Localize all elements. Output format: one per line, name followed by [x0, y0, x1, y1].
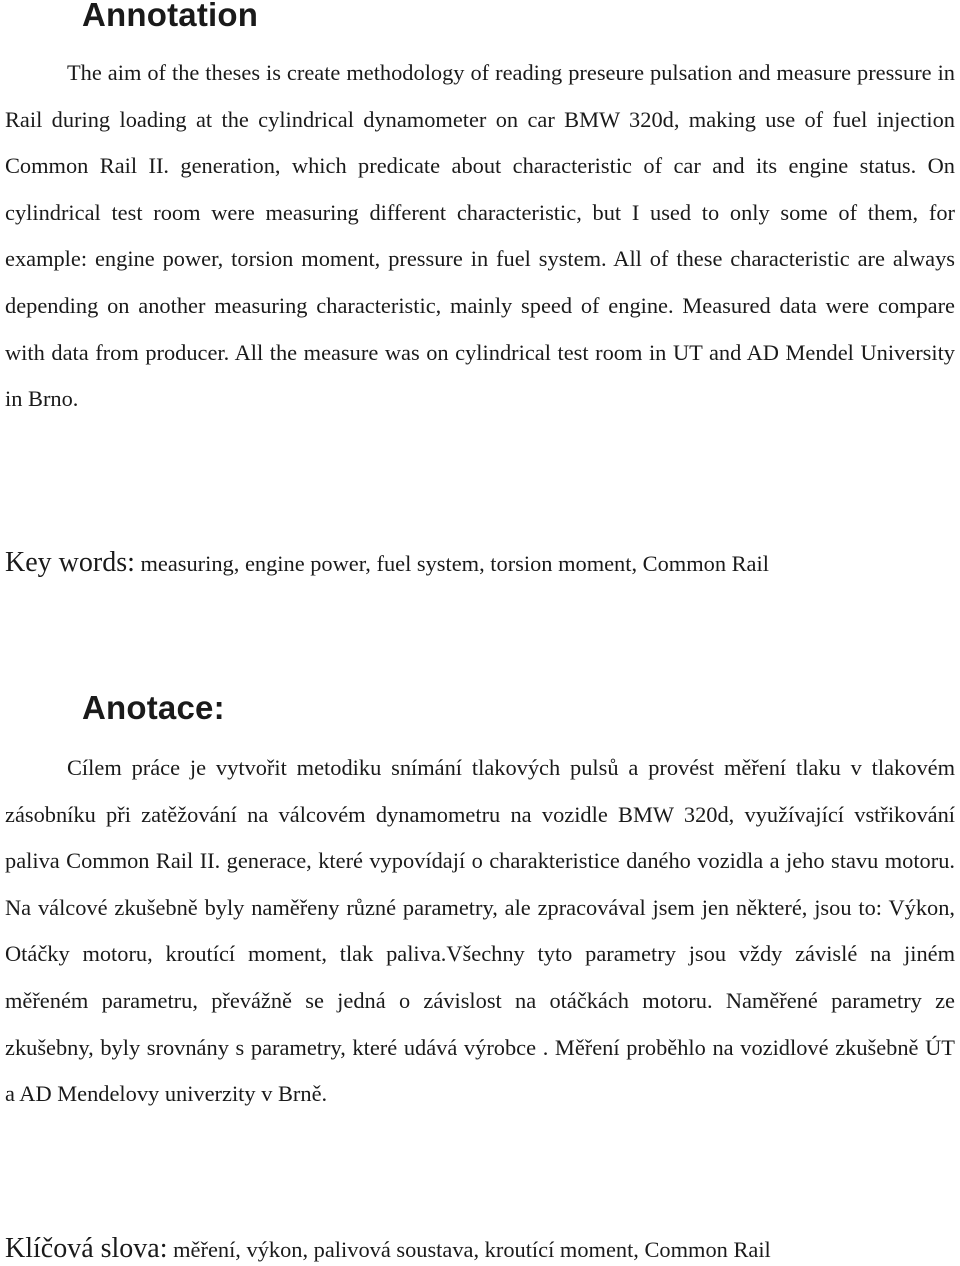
- keywords-text: measuring, engine power, fuel system, torsion moment, Common Rail: [140, 551, 769, 576]
- keywords-line: [5, 547, 955, 580]
- annotation-paragraph: The aim of the theses is create methodology of reading preseure pulsation and measure pressure in Rail during loading at the cylindrical dynamometer on car BMW 320d, making use of fuel injection Common Rail II. generation, which predicate about characteristic of car and its engine status. On cylindrical test room were measuring different characteristic, but I used to only some of them, for example: engine power, torsion moment, pressure in fuel system. All of these characteristic are always depending on another measuring characteristic, mainly speed of engine. Measured data were compare with data from producer. All the measure was on cylindrical test room in UT and AD Mendel University in Brno.: [5, 60, 955, 412]
- anotace-paragraph: Cílem práce je vytvořit metodiku snímání tlakových pulsů a provést měření tlaku v tlakovém zásobníku při zatěžování na válcovém dynamometru na vozidle BMW 320d, využívající vstřikování paliva Common Rail II. generace, které vypovídají o charakteristice daného vozidla a jeho stavu motoru. Na válcové zkušebně byly naměřeny různé parametry, ale zpracovával jsem jen některé, jsou to: Výkon, Otáčky motoru, kroutící moment, tlak paliva.Všechny tyto parametry jsou vždy závislé na jiném měřeném parametru, převážně se jedná o závislost na otáčkách motoru. Naměřené parametry ze zkušebny, byly srovnány s parametry, které udává výrobce . Měření proběhlo na vozidlové zkušebně ÚT a AD Mendelovy univerzity v Brně.: [5, 755, 955, 1107]
- annotation-heading: Annotation: [82, 0, 259, 33]
- keywords-label: Key words:: [5, 547, 135, 578]
- klicova-slova-line: [5, 1233, 955, 1266]
- klicova-slova-label: Klíčová slova:: [5, 1233, 168, 1264]
- klicova-slova-text: měření, výkon, palivová soustava, kroutící moment, Common Rail: [173, 1237, 771, 1262]
- anotace-heading: Anotace:: [82, 689, 225, 726]
